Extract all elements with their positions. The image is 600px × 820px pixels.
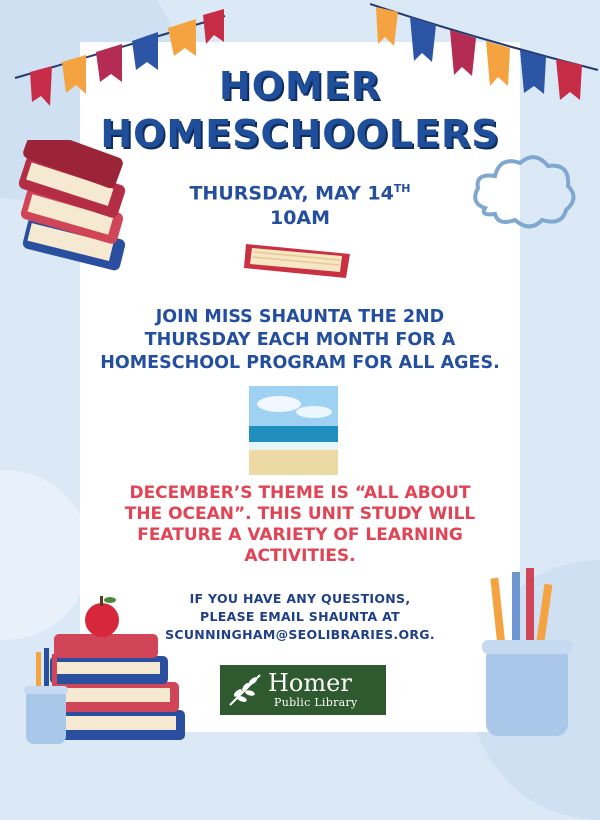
logo-subtitle: Public Library <box>274 696 358 709</box>
description-line: THURSDAY EACH MONTH FOR A <box>144 330 456 350</box>
contact-email[interactable]: SCUNNINGHAM@SEOLIBRARIES.ORG. <box>165 627 435 642</box>
program-description <box>80 306 520 375</box>
description-line: HOMESCHOOL PROGRAM FOR ALL AGES. <box>100 353 500 373</box>
contact-info <box>80 590 520 644</box>
theme-line: ACTIVITIES. <box>244 546 356 566</box>
pencil-cup-icon <box>22 648 72 748</box>
logo-name: Homer <box>268 669 352 697</box>
description-line: JOIN MISS SHAUNTA THE 2ND <box>155 307 445 327</box>
contact-line: PLEASE EMAIL SHAUNTA AT <box>200 609 400 624</box>
beach-image <box>249 386 338 475</box>
title-line-1: HOMER <box>218 64 382 108</box>
homer-library-logo <box>220 665 386 715</box>
event-time: 10AM <box>269 207 331 230</box>
theme-line: FEATURE A VARIETY OF LEARNING <box>137 525 463 545</box>
date-text: THURSDAY, MAY 14 <box>189 182 394 205</box>
open-book-icon <box>242 238 354 282</box>
event-date <box>80 176 520 231</box>
theme-text <box>80 483 520 567</box>
theme-line: THE OCEAN”. THIS UNIT STUDY WILL <box>124 504 476 524</box>
page-title <box>80 62 520 158</box>
contact-line: IF YOU HAVE ANY QUESTIONS, <box>189 591 411 606</box>
leaf-icon <box>226 671 264 709</box>
theme-line: DECEMBER’S THEME IS “ALL ABOUT <box>129 483 471 503</box>
title-line-2: HOMESCHOOLERS <box>100 112 500 156</box>
date-suffix: TH <box>393 182 411 195</box>
